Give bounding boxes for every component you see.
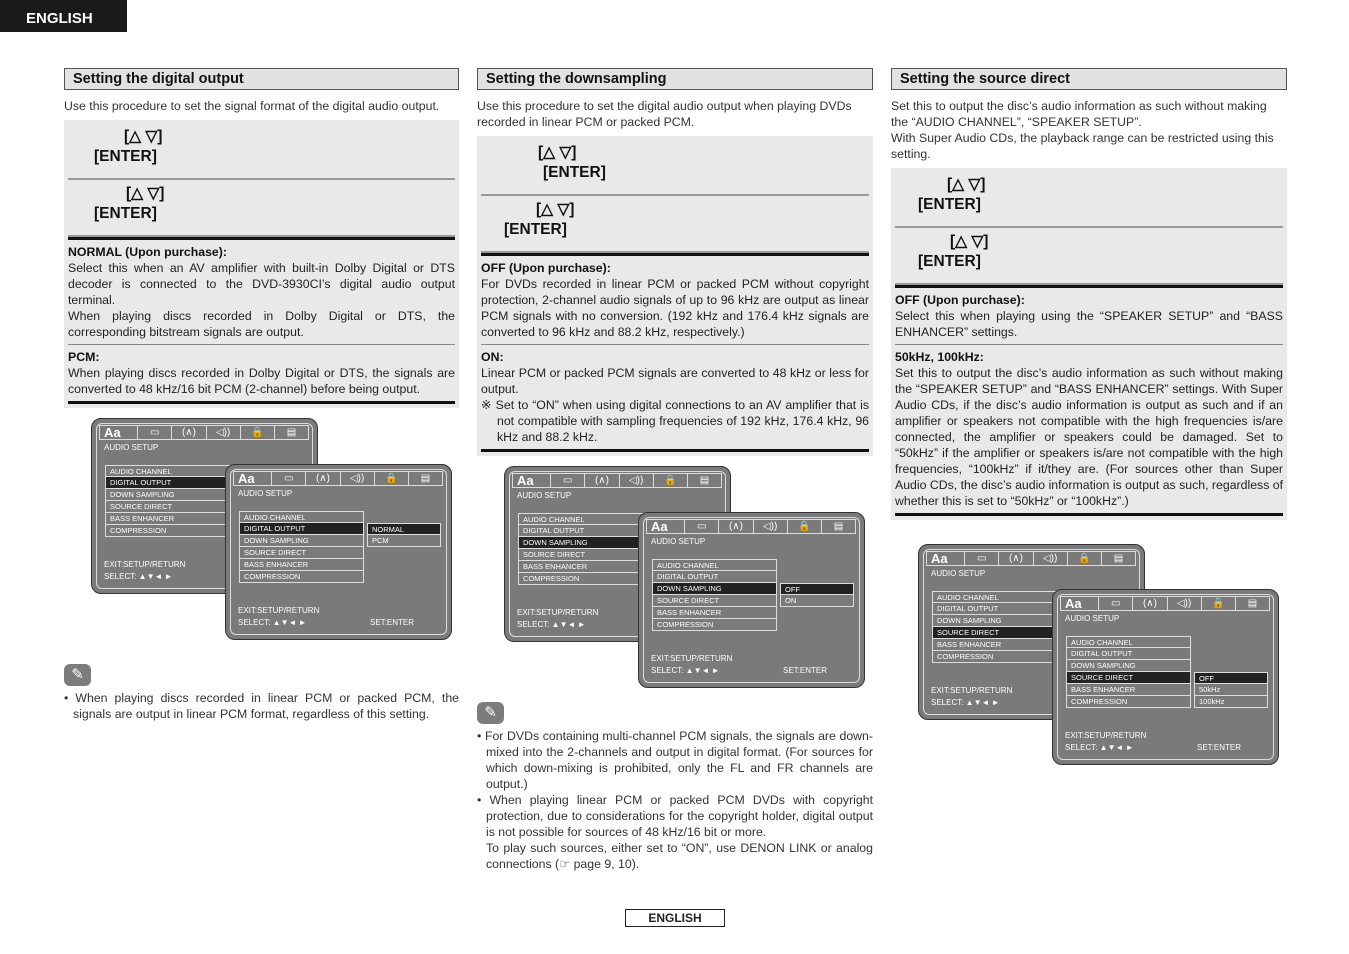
enter-key: [ENTER]	[504, 221, 567, 238]
step-2	[68, 180, 455, 237]
up-down-keys: [△ ▽]	[950, 233, 989, 250]
notes-col2: ✎ • For DVDs containing multi-channel PCM signals, the signals are down-mixed into the 2-channels and output in digital format. (For sources for which down-mixing is prohibited, only the FL and FR channels are output.) • When playing linear PCM or packed PCM DVDs with copyright protection, due to considerations for the copyright holder, digital output is not possible for sources of 48 kHz/16 bit or more. To play such sources, either set to “ON”, use DENON LINK or analog connections (☞ page 9, 10).	[477, 704, 873, 871]
osd-icon-bar: Aa ▭ (∧) ◁)) 🔒 ▤	[926, 551, 1136, 566]
option-50k-100k: 50kHz, 100kHz: Set this to output the disc’s audio information as such without making the “SPEAKER SETUP” and “BASS ENHANCER” settings. With Super Audio CDs, if the disc’s audio information is output as such and if an amplifier or speakers not compatible with the high frequencies is/are connected, the amplifier or speakers could be damaged. Set to “50kHz” if the amplifier or speakers is/are not compatible with the high frequencies, “100kHz” if it/they are. (For sources other than Super Audio CDs, the disc’s audio information is output as such, regardless of whether this is set to “50kHz” or “100kHz”.)	[895, 344, 1283, 516]
procedure-box	[891, 168, 1287, 520]
pencil-icon: ✎	[64, 664, 91, 686]
osd-icon-bar: Aa ▭ (∧) ◁)) 🔒 ▤	[99, 425, 309, 440]
option-pcm: PCM: When playing discs recorded in Dolby Digital or DTS, the signals are converted to 48 kHz/16 bit PCM (2-channel) before being output.	[68, 344, 455, 404]
osd-screen-back: Aa ▭ (∧) ◁)) 🔒 ▤ AUDIO SETUP AUDIO CHANNEL DIGITAL OUTPUT DOWN SAMPLING SOURCE DIRECT BASS ENHANCER COMPRESSION EXIT:SETUP/RETURN SELECT: ▲▼◄ ►	[918, 544, 1145, 720]
downsampling-section	[477, 68, 873, 456]
osd-menu: AUDIO CHANNEL DIGITAL OUTPUT DOWN SAMPLING SOURCE DIRECT BASS ENHANCER COMPRESSION	[239, 511, 364, 583]
pencil-icon: ✎	[477, 702, 504, 724]
enter-key: [ENTER]	[918, 196, 981, 213]
source-direct-section	[891, 68, 1287, 520]
procedure-box	[477, 136, 873, 456]
step-1	[481, 139, 869, 196]
osd-options: OFF ON	[780, 583, 854, 607]
osd-menu: AUDIO CHANNEL DIGITAL OUTPUT DOWN SAMPLING SOURCE DIRECT BASS ENHANCER COMPRESSION	[652, 559, 777, 631]
osd-menu: AUDIO CHANNEL DIGITAL OUTPUT DOWN SAMPLING SOURCE DIRECT BASS ENHANCER COMPRESSION	[105, 465, 230, 537]
step-2	[895, 228, 1283, 285]
option-on: ON: Linear PCM or packed PCM signals are converted to 48 kHz or less for output. ※ Set to “ON” when using digital connections to an AV amplifier that is not compatible with sampling frequencies of 192 kHz, 176.4 kHz, 96 kHz and 88.2 kHz.	[481, 344, 869, 452]
language-tab: ENGLISH	[0, 0, 127, 32]
step-2	[481, 196, 869, 253]
osd-options: OFF 50kHz 100kHz	[1194, 672, 1268, 708]
section-intro: Use this procedure to set the digital audio output when playing DVDs recorded in linear PCM or packed PCM.	[477, 99, 852, 129]
option-off: OFF (Upon purchase): Select this when playing using the “SPEAKER SETUP” and “BASS ENHANCER” settings.	[895, 285, 1283, 344]
enter-key: [ENTER]	[94, 148, 157, 165]
enter-key: [ENTER]	[918, 253, 981, 270]
section-title: Setting the source direct	[891, 68, 1287, 90]
osd-screen-front: Aa ▭ (∧) ◁)) 🔒 ▤ AUDIO SETUP AUDIO CHANNEL DIGITAL OUTPUT DOWN SAMPLING SOURCE DIRECT BASS ENHANCER COMPRESSION OFF ON EXIT:SETUP/RETURN SELECT: ▲▼◄ ► SET:ENTER	[638, 512, 865, 688]
osd-screen-back: Aa ▭ (∧) ◁)) 🔒 ▤ AUDIO SETUP AUDIO CHANNEL DIGITAL OUTPUT DOWN SAMPLING SOURCE DIRECT BASS ENHANCER COMPRESSION EXIT:SETUP/RETURN SELECT: ▲▼◄ ►	[91, 418, 318, 594]
notes-col1: ✎ • When playing discs recorded in linear PCM or packed PCM, the signals are output in linear PCM format, regardless of this setting.	[64, 666, 459, 721]
up-down-keys: [△ ▽]	[947, 176, 986, 193]
up-down-keys: [△ ▽]	[124, 128, 163, 145]
section-intro: Set this to output the disc’s audio information as such without making the “AUDIO CHANNEL”, “SPEAKER SETUP”. With Super Audio CDs, the playback range can be restricted using this setting.	[891, 99, 1274, 161]
procedure-box	[64, 120, 459, 408]
up-down-keys: [△ ▽]	[536, 201, 575, 218]
enter-key: [ENTER]	[543, 164, 606, 181]
osd-icon-bar: Aa ▭ (∧) ◁)) 🔒 ▤	[233, 471, 443, 486]
section-intro: Use this procedure to set the signal format of the digital audio output.	[64, 99, 440, 113]
up-down-keys: [△ ▽]	[538, 144, 577, 161]
osd-icon-bar: Aa ▭ (∧) ◁)) 🔒 ▤	[646, 519, 856, 534]
digital-output-section	[64, 68, 459, 408]
osd-options: NORMAL PCM	[367, 523, 441, 547]
up-down-keys: [△ ▽]	[126, 185, 165, 202]
step-1	[68, 123, 455, 180]
osd-screen-back: Aa ▭ (∧) ◁)) 🔒 ▤ AUDIO SETUP AUDIO CHANNEL DIGITAL OUTPUT DOWN SAMPLING SOURCE DIRECT BASS ENHANCER COMPRESSION EXIT:SETUP/RETURN SELECT: ▲▼◄ ►	[504, 466, 731, 642]
osd-icon-bar: Aa ▭ (∧) ◁)) 🔒 ▤	[512, 473, 722, 488]
osd-screen-front: Aa ▭ (∧) ◁)) 🔒 ▤ AUDIO SETUP AUDIO CHANNEL DIGITAL OUTPUT DOWN SAMPLING SOURCE DIRECT BASS ENHANCER COMPRESSION NORMAL PCM EXIT:SETUP/RETURN SELECT: ▲▼◄ ► SET:ENTER	[225, 464, 452, 640]
enter-key: [ENTER]	[94, 205, 157, 222]
osd-menu: AUDIO CHANNEL DIGITAL OUTPUT DOWN SAMPLING SOURCE DIRECT BASS ENHANCER COMPRESSION	[518, 513, 643, 585]
option-normal: NORMAL (Upon purchase): Select this when an AV amplifier with built-in Dolby Digital or DTS decoder is connected to the DVD-3930CI’s digital audio output terminal. When playing discs recorded in Dolby Digital or DTS, the corresponding bitstream signals are output.	[68, 237, 455, 344]
step-1	[895, 171, 1283, 228]
option-off: OFF (Upon purchase): For DVDs recorded in linear PCM or packed PCM without copyright protection, 2-channel audio signals of up to 96 kHz are output as linear PCM signals with no conversion. (192 kHz and 176.4 kHz signals are converted to 96 kHz and 88.2 kHz, respectively.)	[481, 253, 869, 344]
osd-icon-bar: Aa ▭ (∧) ◁)) 🔒 ▤	[1060, 596, 1270, 611]
osd-screen-front: Aa ▭ (∧) ◁)) 🔒 ▤ AUDIO SETUP AUDIO CHANNEL DIGITAL OUTPUT DOWN SAMPLING SOURCE DIRECT BASS ENHANCER COMPRESSION OFF 50kHz 100kHz EXIT:SETUP/RETURN SELECT: ▲▼◄ ► SET:ENTER	[1052, 589, 1279, 765]
osd-menu: AUDIO CHANNEL DIGITAL OUTPUT DOWN SAMPLING SOURCE DIRECT BASS ENHANCER COMPRESSION	[932, 591, 1057, 663]
footer-language-label: ENGLISH	[625, 909, 725, 927]
osd-menu: AUDIO CHANNEL DIGITAL OUTPUT DOWN SAMPLING SOURCE DIRECT BASS ENHANCER COMPRESSION	[1066, 636, 1191, 708]
section-title: Setting the digital output	[64, 68, 459, 90]
section-title: Setting the downsampling	[477, 68, 873, 90]
